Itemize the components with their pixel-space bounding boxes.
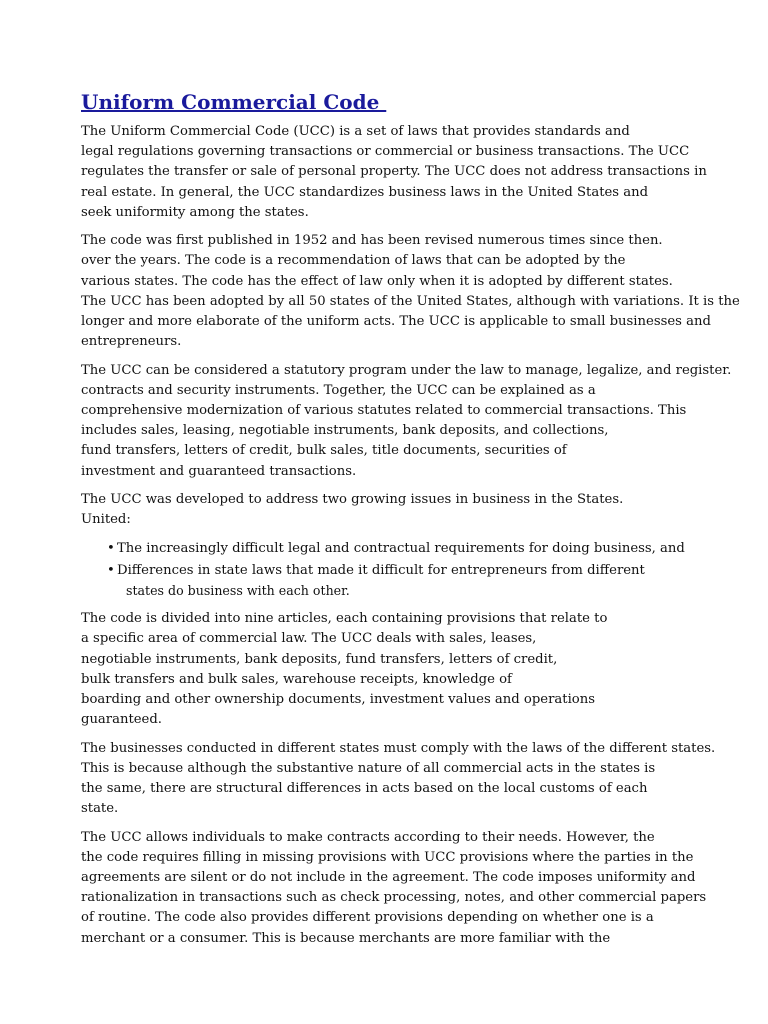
paragraph-line: agreements are silent or do not include in the agreement. The code imposes uniformity and xyxy=(81,870,696,886)
paragraph-line: guaranteed. xyxy=(81,712,162,728)
paragraph-line: a specific area of commercial law. The UCC deals with sales, leases, xyxy=(81,631,537,647)
document-title[interactable]: Uniform Commercial Code xyxy=(81,90,387,114)
paragraph-line: merchant or a consumer. This is because merchants are more familiar with the xyxy=(81,930,611,946)
paragraph-line: comprehensive modernization of various statutes related to commercial transactions. This xyxy=(81,403,687,419)
paragraph-line: negotiable instruments, bank deposits, fund transfers, letters of credit, xyxy=(81,651,558,667)
paragraph-line: The code was first published in 1952 and has been revised numerous times since then. xyxy=(81,233,663,249)
paragraph-line: various states. The code has the effect of law only when it is adopted by different states. xyxy=(81,273,673,289)
paragraph-line: over the years. The code is a recommendation of laws that can be adopted by the xyxy=(81,253,626,269)
paragraph-line: regulates the transfer or sale of personal property. The UCC does not address transactions in xyxy=(81,164,707,180)
bullet-list xyxy=(81,539,685,602)
document-body xyxy=(81,88,740,957)
paragraph xyxy=(81,739,716,820)
paragraph-line: The Uniform Commercial Code (UCC) is a set of laws that provides standards and xyxy=(81,124,630,139)
paragraph-line: This is because although the substantive nature of all commercial acts in the states is xyxy=(81,760,656,776)
paragraph-line: investment and guaranteed transactions. xyxy=(81,463,357,479)
paragraph-line: real estate. In general, the UCC standardizes business laws in the United States and xyxy=(81,184,649,200)
paragraph-line: The code is divided into nine articles, each containing provisions that relate to xyxy=(81,611,608,627)
bullet-text: The increasingly difficult legal and contractual requirements for doing business, and xyxy=(117,540,685,556)
paragraph-line: The UCC can be considered a statutory program under the law to manage, legalize, and register. xyxy=(81,362,732,378)
paragraph xyxy=(81,609,681,730)
paragraph xyxy=(81,828,707,949)
paragraph-line: the same, there are structural differences in acts based on the local customs of each xyxy=(81,781,648,797)
paragraph-line: bulk transfers and bulk sales, warehouse receipts, knowledge of xyxy=(81,671,512,687)
paragraph-line: state. xyxy=(81,801,119,817)
bullet-icon: • xyxy=(107,540,115,556)
paragraph-line: contracts and security instruments. Together, the UCC can be explained as a xyxy=(81,382,596,398)
paragraph xyxy=(81,122,707,223)
paragraph-line: longer and more elaborate of the uniform acts. The UCC is applicable to small businesses and xyxy=(81,314,711,330)
paragraphs-after-list xyxy=(81,609,716,949)
paragraph-line: United: xyxy=(81,512,131,528)
paragraph-line: The UCC allows individuals to make contracts according to their needs. However, the xyxy=(81,829,655,845)
paragraph-line: legal regulations governing transactions or commercial or business transactions. The UCC xyxy=(81,144,690,160)
bullet-text: Differences in state laws that made it difficult for entrepreneurs from different xyxy=(117,562,645,578)
paragraph-line: The UCC has been adopted by all 50 states of the United States, although with variations. It is the xyxy=(81,293,740,309)
paragraph-line: The businesses conducted in different states must comply with the laws of the different states. xyxy=(81,740,716,756)
paragraph-line: fund transfers, letters of credit, bulk sales, title documents, securities of xyxy=(81,443,567,459)
bullet-icon: • xyxy=(107,562,115,578)
paragraph-line: The UCC was developed to address two growing issues in business in the States. xyxy=(81,492,624,508)
bullet-text: states do business with each other. xyxy=(126,583,350,599)
paragraph-line: seek uniformity among the states. xyxy=(81,204,309,220)
paragraph-line: rationalization in transactions such as check processing, notes, and other commercial papers xyxy=(81,890,707,906)
paragraph-line: entrepreneurs. xyxy=(81,334,182,350)
paragraphs-before-list xyxy=(81,122,740,530)
paragraph xyxy=(81,490,681,530)
paragraph-line: boarding and other ownership documents, investment values and operations xyxy=(81,692,595,708)
paragraph xyxy=(81,361,732,482)
bullet-item xyxy=(81,561,681,601)
paragraph xyxy=(81,231,740,352)
paragraph-line: the code requires filling in missing provisions with UCC provisions where the parties in the xyxy=(81,849,694,865)
paragraph-line: includes sales, leasing, negotiable instruments, bank deposits, and collections, xyxy=(81,423,609,439)
bullet-item xyxy=(81,539,685,559)
paragraph-line: of routine. The code also provides different provisions depending on whether one is a xyxy=(81,910,654,926)
